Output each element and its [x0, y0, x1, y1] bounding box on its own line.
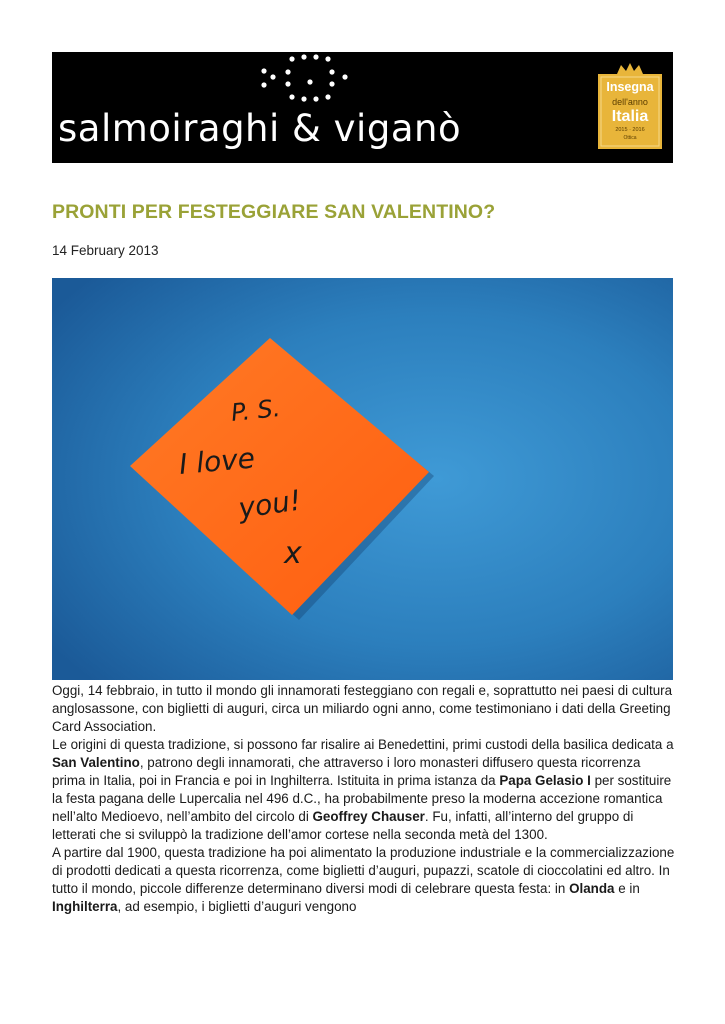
note-line-1: P. S. — [229, 393, 282, 427]
award-line-3: Italia — [611, 108, 649, 125]
award-line-5: Ottica — [623, 135, 637, 141]
note-line-3: you! — [236, 483, 304, 525]
brand-name: salmoiraghi & viganò — [58, 107, 462, 150]
logo-dots-icon — [52, 52, 352, 112]
paragraph-2: Le origini di questa tradizione, si possono far risalire ai Benedettini, primi custodi della basilica dedicata a San Valentino, patrono degli innamorati, che attraverso i loro monasteri diffusero questa ricorrenza prima in Italia, poi in Francia e poi in Inghilterra. Istituita in prima istanza da Papa Gelasio I per sostituire la festa pagana delle Lupercalia nel 496 d.C., ha probabilmente preso la moderna accezione romantica nell’alto Medioevo, nell’ambito del circolo di Geoffrey Chauser. Fu, infatti, all’interno del gruppo di letterati che si sviluppò la tradizione dell’amor cortese nella seconda metà del 1300. — [52, 737, 674, 842]
award-line-1: Insegna — [606, 80, 654, 94]
award-line-2: dell'anno — [612, 97, 648, 107]
article-date: 14 February 2013 — [52, 243, 159, 258]
article-photo — [52, 278, 673, 680]
article-body — [52, 682, 676, 916]
header-banner — [52, 52, 673, 163]
award-badge — [597, 62, 663, 150]
paragraph-1: Oggi, 14 febbraio, in tutto il mondo gli innamorati festeggiano con regali e, soprattutto nei paesi di cultura anglosassone, con biglietti di auguri, circa un miliardo ogni anno, come testimoniano i dati della Greeting Card Association. — [52, 683, 673, 734]
note-line-4: x — [284, 536, 302, 571]
award-line-4: 2015 · 2016 — [615, 127, 645, 133]
paragraph-3: A partire dal 1900, questa tradizione ha poi alimentato la produzione industriale e la commercializzazione di prodotti dedicati a questa ricorrenza, come biglietti d’auguri, pupazzi, scatole di cioccolatini ed altro. In tutto il mondo, piccole differenze determinano diversi modi di celebrare questa festa: in Olanda e in Inghilterra, ad esempio, i biglietti d’auguri vengono — [52, 845, 675, 914]
note-line-2: I love — [177, 441, 257, 481]
article-title: PRONTI PER FESTEGGIARE SAN VALENTINO? — [52, 201, 496, 223]
